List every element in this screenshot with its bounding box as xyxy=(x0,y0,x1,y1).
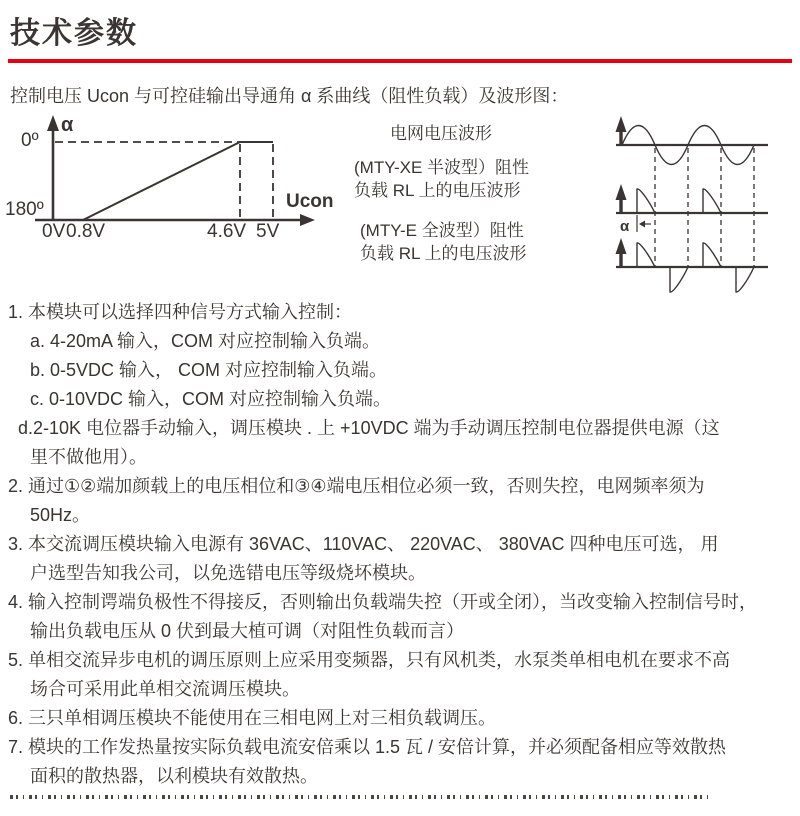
note-line: 输出负载电压从 0 伏到最大植可调（对阻性负载而言） xyxy=(30,621,465,641)
note-line: 场合可采用此单相交流调压模块。 xyxy=(30,679,300,699)
full-wave-caption-line1: (MTY-E 全波型）阻性 xyxy=(360,221,524,240)
chart-x-axis-label: Ucon xyxy=(286,191,334,212)
half-wave-caption-line1: (MTY-XE 半波型）阻性 xyxy=(354,158,530,177)
note-line: a. 4-20mA 输入，COM 对应控制输入负端。 xyxy=(30,331,381,351)
page-title: 技术参数 xyxy=(10,17,138,50)
note-line: 里不做他用）。 xyxy=(30,447,147,467)
note-line: c. 0-10VDC 输入，COM 对应控制输入负端。 xyxy=(30,389,392,409)
full-wave-caption xyxy=(360,219,527,265)
note-line: 4. 输入控制谔端负极性不得接反，否则输出负载端失控（开或全闭），当改变输入控制信号时， xyxy=(8,592,758,612)
chart-y-axis-label: α xyxy=(61,114,74,136)
chart-y-tick-0deg: 0º xyxy=(21,130,39,151)
note-line: 3. 本交流调压模块输入电源有 36VAC、110VAC、 220VAC、 380VAC 四种电压可选， 用 xyxy=(8,534,719,554)
title-underline xyxy=(8,59,792,63)
waveform-diagram xyxy=(600,108,800,308)
note-line: 50Hz。 xyxy=(30,505,91,525)
note-line: 户选型告知我公司，以免选错电压等级烧坏模块。 xyxy=(30,563,426,583)
clipped-bottom-text-row xyxy=(10,795,710,799)
note-line: 5. 单相交流异步电机的调压原则上应采用变频器，只有风机类，水泵类单相电机在要求不高 xyxy=(8,650,731,670)
full-wave-caption-line2: 负载 RL 上的电压波形 xyxy=(360,244,527,263)
section-subtitle: 控制电压 Ucon 与可控硅输出导通角 α 系曲线（阻性负载）及波形图： xyxy=(10,86,569,106)
note-line: 7. 模块的工作发热量按实际负载电流安倍乘以 1.5 瓦 / 安倍计算，并必须配备相应等效散热 xyxy=(8,737,727,757)
half-wave-caption xyxy=(354,156,529,202)
note-line: 1. 本模块可以选择四种信号方式输入控制： xyxy=(8,302,353,322)
notes-list xyxy=(8,298,798,791)
chart-x-tick-0p8v: 0.8V xyxy=(66,221,106,242)
note-line: 2. 通过①②端加颜载上的电压相位和③④端电压相位必须一致，否则失控，电网频率须为 xyxy=(8,476,705,496)
chart-x-tick-5v: 5V xyxy=(256,221,280,242)
half-wave-caption-line2: 负载 RL 上的电压波形 xyxy=(354,181,521,200)
grid-voltage-waveform-label: 电网电压波形 xyxy=(390,124,492,143)
chart-x-tick-0v: 0V xyxy=(42,221,66,242)
chart-y-tick-180deg: 180º xyxy=(5,199,44,220)
note-line: 面积的散热器，以利模块有效散热。 xyxy=(30,766,318,786)
waveform-alpha-label: α xyxy=(620,218,630,235)
note-line: d.2-10K 电位器手动输入，调压模块 . 上 +10VDC 端为手动调压控制电位器提供电源（这 xyxy=(18,418,720,438)
note-line: b. 0-5VDC 输入， COM 对应控制输入负端。 xyxy=(30,360,388,380)
note-line: 6. 三只单相调压模块不能使用在三相电网上对三相负载调压。 xyxy=(8,708,497,728)
chart-x-tick-4p6v: 4.6V xyxy=(207,221,247,242)
